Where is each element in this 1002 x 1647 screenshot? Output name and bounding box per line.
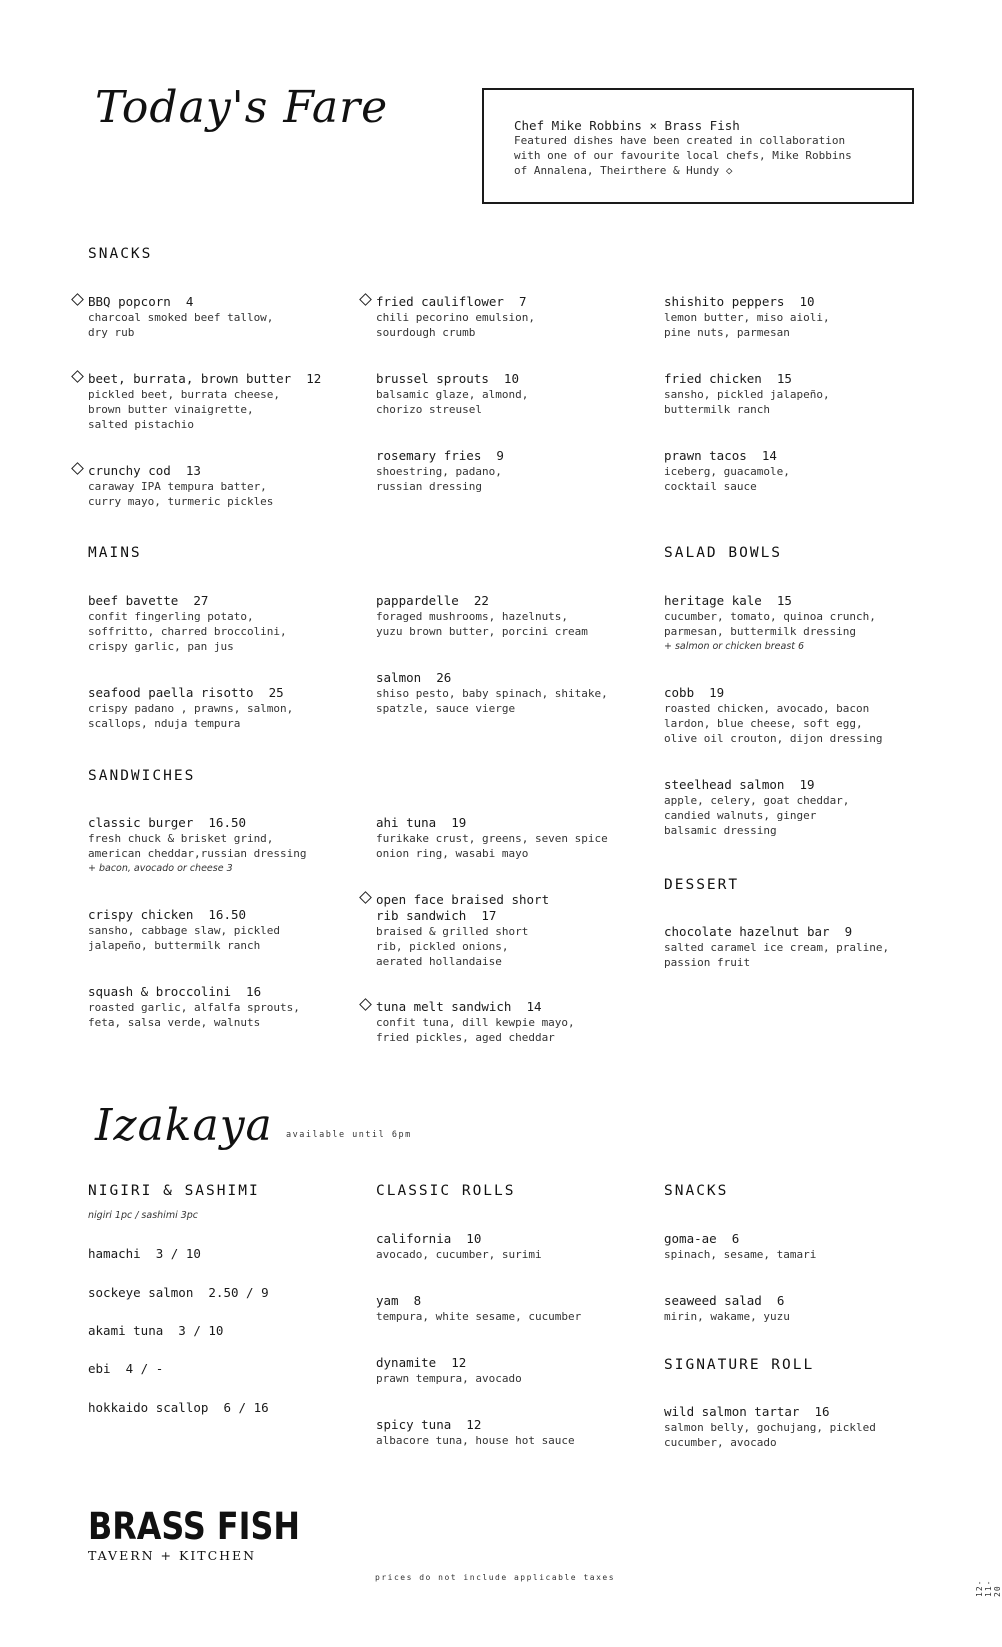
section-izakaya-snacks: SNACKS (664, 1183, 729, 1199)
brand-logo: BRASS FISH (88, 1505, 300, 1548)
item-addon: + salmon or chicken breast 6 (664, 641, 805, 652)
menu-item (376, 1355, 646, 1386)
item-name: california 10 (376, 1231, 482, 1246)
collab-title: Chef Mike Robbins × Brass Fish (514, 118, 740, 133)
nigiri-item: hokkaido scallop 6 / 16 (88, 1400, 269, 1415)
item-name: tuna melt sandwich 14 (376, 999, 542, 1014)
item-desc: confit tuna, dill kewpie mayo, fried pickles, aged cheddar (376, 1016, 575, 1044)
section-salad-bowls: SALAD BOWLS (664, 545, 783, 561)
section-classic-rolls: CLASSIC ROLLS (376, 1183, 516, 1199)
section-dessert: DESSERT (664, 877, 740, 893)
collab-diamond-icon (359, 293, 372, 306)
menu-item (664, 448, 934, 494)
item-name: steelhead salmon 19 (664, 777, 815, 792)
item-desc: mirin, wakame, yuzu (664, 1310, 790, 1323)
collab-diamond-icon (71, 462, 84, 475)
collab-box (482, 88, 914, 204)
item-name: spicy tuna 12 (376, 1417, 482, 1432)
menu-item (88, 815, 358, 876)
menu-item (376, 892, 646, 969)
menu-item (376, 593, 646, 639)
item-name: prawn tacos 14 (664, 448, 777, 463)
menu-item (664, 924, 934, 970)
item-desc: lemon butter, miso aioli, pine nuts, parmesan (664, 311, 830, 339)
brand-subtitle: TAVERN + KITCHEN (88, 1548, 257, 1563)
item-desc: sansho, cabbage slaw, pickled jalapeño, buttermilk ranch (88, 924, 281, 952)
item-desc: avocado, cucumber, surimi (376, 1248, 542, 1261)
menu-item (88, 685, 358, 731)
menu-item (88, 371, 358, 432)
item-name: cobb 19 (664, 685, 725, 700)
izakaya-note: available until 6pm (286, 1130, 412, 1140)
collab-diamond-icon (359, 891, 372, 904)
item-desc: furikake crust, greens, seven spice onion ring, wasabi mayo (376, 832, 608, 860)
item-desc: spinach, sesame, tamari (664, 1248, 817, 1261)
item-desc: balsamic glaze, almond, chorizo streusel (376, 388, 529, 416)
menu-item (664, 371, 934, 417)
item-name: shishito peppers 10 (664, 294, 815, 309)
menu-item (664, 1293, 934, 1324)
item-name: wild salmon tartar 16 (664, 1404, 830, 1419)
section-signature-roll: SIGNATURE ROLL (664, 1357, 815, 1373)
menu-item (88, 593, 358, 654)
nigiri-note: nigiri 1pc / sashimi 3pc (88, 1210, 199, 1221)
nigiri-item: ebi 4 / - (88, 1361, 164, 1376)
menu-item (376, 294, 646, 340)
menu-item (376, 1231, 646, 1262)
section-snacks: SNACKS (88, 246, 153, 262)
menu-item (376, 1293, 646, 1324)
menu-item (376, 371, 646, 417)
menu-item (88, 294, 358, 340)
item-name: yam 8 (376, 1293, 422, 1308)
item-desc: cucumber, tomato, quinoa crunch, parmesan, buttermilk dressing (664, 610, 876, 638)
item-desc: charcoal smoked beef tallow, dry rub (88, 311, 274, 339)
item-desc: roasted chicken, avocado, bacon lardon, blue cheese, soft egg, olive oil crouton, dijon dressing (664, 702, 883, 745)
menu-item (376, 670, 646, 716)
menu-item (664, 777, 934, 838)
item-name: heritage kale 15 (664, 593, 792, 608)
nigiri-item: sockeye salmon 2.50 / 9 (88, 1285, 269, 1300)
item-desc: iceberg, guacamole, cocktail sauce (664, 465, 790, 493)
item-desc: prawn tempura, avocado (376, 1372, 522, 1385)
item-name: seafood paella risotto 25 (88, 685, 284, 700)
item-desc: apple, celery, goat cheddar, candied walnuts, ginger balsamic dressing (664, 794, 850, 837)
item-desc: crispy padano , prawns, salmon, scallops, nduja tempura (88, 702, 294, 730)
menu-item (88, 907, 358, 953)
section-sandwiches: SANDWICHES (88, 768, 196, 784)
menu-item (376, 999, 646, 1045)
menu-item (88, 463, 358, 509)
item-desc: confit fingerling potato, soffritto, charred broccolini, crispy garlic, pan jus (88, 610, 287, 653)
collab-text: Featured dishes have been created in collaboration with one of our favourite local chefs, Mike Robbins of Annalena, Theirthere & Hundy ◇ (514, 134, 852, 177)
item-desc: pickled beet, burrata cheese, brown butter vinaigrette, salted pistachio (88, 388, 281, 431)
item-name: goma-ae 6 (664, 1231, 740, 1246)
item-name: classic burger 16.50 (88, 815, 247, 830)
item-desc: fresh chuck & brisket grind, american cheddar,russian dressing (88, 832, 307, 860)
item-name: brussel sprouts 10 (376, 371, 519, 386)
nigiri-item: hamachi 3 / 10 (88, 1246, 201, 1261)
izakaya-title: Izakaya (95, 1100, 273, 1151)
item-name: open face braised short rib sandwich 17 (376, 892, 550, 923)
item-name: dynamite 12 (376, 1355, 467, 1370)
print-date: 12-11-20 (975, 1579, 1002, 1597)
page-title: Today's Fare (95, 82, 389, 133)
menu-item (376, 448, 646, 494)
menu-item (664, 294, 934, 340)
menu-item (664, 1404, 934, 1450)
item-name: chocolate hazelnut bar 9 (664, 924, 853, 939)
item-desc: salted caramel ice cream, praline, passion fruit (664, 941, 890, 969)
collab-diamond-icon (359, 998, 372, 1011)
item-desc: shoestring, padano, russian dressing (376, 465, 502, 493)
item-desc: tempura, white sesame, cucumber (376, 1310, 582, 1323)
section-nigiri-sashimi: NIGIRI & SASHIMI (88, 1183, 260, 1199)
item-desc: albacore tuna, house hot sauce (376, 1434, 575, 1447)
item-desc: foraged mushrooms, hazelnuts, yuzu brown butter, porcini cream (376, 610, 588, 638)
item-name: rosemary fries 9 (376, 448, 504, 463)
item-desc: shiso pesto, baby spinach, shitake, spatzle, sauce vierge (376, 687, 608, 715)
item-name: squash & broccolini 16 (88, 984, 262, 999)
item-name: crunchy cod 13 (88, 463, 201, 478)
menu-item (376, 1417, 646, 1448)
item-name: salmon 26 (376, 670, 452, 685)
tax-note: prices do not include applicable taxes (375, 1573, 616, 1582)
item-desc: chili pecorino emulsion, sourdough crumb (376, 311, 535, 339)
nigiri-item: akami tuna 3 / 10 (88, 1323, 224, 1338)
item-desc: roasted garlic, alfalfa sprouts, feta, salsa verde, walnuts (88, 1001, 300, 1029)
item-name: seaweed salad 6 (664, 1293, 785, 1308)
item-name: fried chicken 15 (664, 371, 792, 386)
collab-diamond-icon (71, 370, 84, 383)
menu-item (664, 1231, 934, 1262)
item-name: beet, burrata, brown butter 12 (88, 371, 322, 386)
menu-item (664, 685, 934, 746)
item-desc: braised & grilled short rib, pickled onions, aerated hollandaise (376, 925, 529, 968)
item-name: fried cauliflower 7 (376, 294, 527, 309)
menu-item (88, 984, 358, 1030)
item-name: beef bavette 27 (88, 593, 209, 608)
collab-diamond-icon (71, 293, 84, 306)
item-name: crispy chicken 16.50 (88, 907, 247, 922)
item-addon: + bacon, avocado or cheese 3 (88, 863, 233, 874)
item-name: ahi tuna 19 (376, 815, 467, 830)
item-desc: sansho, pickled jalapeño, buttermilk ranch (664, 388, 830, 416)
item-name: BBQ popcorn 4 (88, 294, 194, 309)
section-mains: MAINS (88, 545, 142, 561)
item-desc: caraway IPA tempura batter, curry mayo, turmeric pickles (88, 480, 274, 508)
menu-item (376, 815, 646, 861)
item-desc: salmon belly, gochujang, pickled cucumber, avocado (664, 1421, 876, 1449)
menu-item (664, 593, 934, 654)
item-name: pappardelle 22 (376, 593, 489, 608)
